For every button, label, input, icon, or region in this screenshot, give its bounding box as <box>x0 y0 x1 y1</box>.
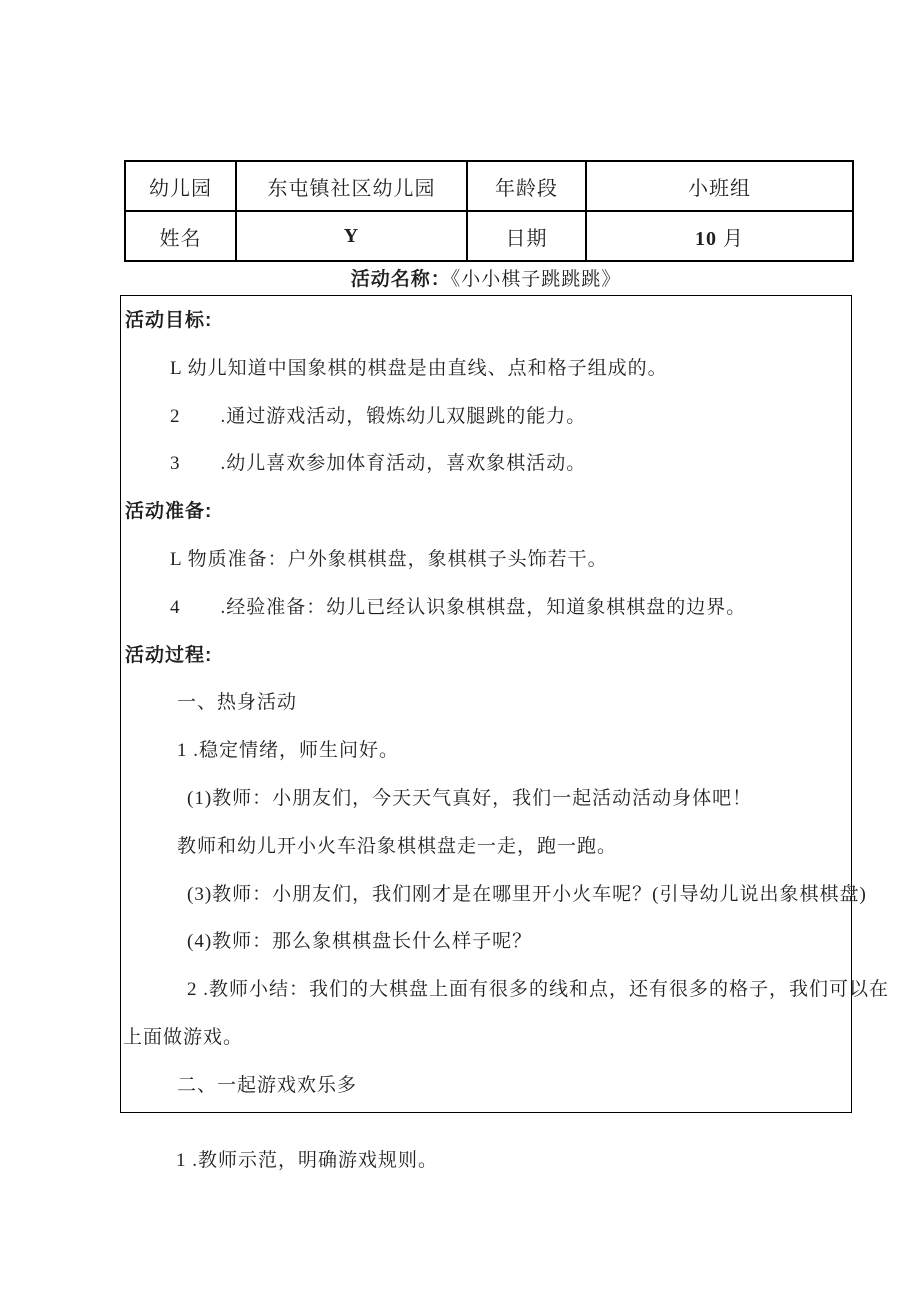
age-group-label-cell: 年龄段 <box>467 161 586 211</box>
lesson-plan-content-box <box>120 295 890 1113</box>
header-table <box>124 160 854 262</box>
preparation-line: L 物质准备：户外象棋棋盘，象棋棋子头饰若干。 <box>170 548 608 570</box>
goal-line: 3 .幼儿喜欢参加体育活动，喜欢象棋活动。 <box>170 453 587 475</box>
name-label-cell: 姓名 <box>125 211 236 261</box>
goal-line: L 幼儿知道中国象棋的棋盘是由直线、点和格子组成的。 <box>170 357 668 379</box>
goal-line: 2 .通过游戏活动，锻炼幼儿双腿跳的能力。 <box>170 405 587 427</box>
process-line: 1 .稳定情绪，师生问好。 <box>177 740 400 762</box>
date-label-cell: 日期 <box>467 211 586 261</box>
process-heading: 活动过程: <box>125 644 213 666</box>
goals-heading: 活动目标: <box>125 310 213 331</box>
name-value-cell: Y <box>236 211 467 261</box>
kindergarten-label-cell: 幼儿园 <box>125 161 236 211</box>
date-month-number: 10 <box>695 227 717 250</box>
process-line: 一、热身活动 <box>177 692 298 714</box>
process-line: (4)教师：那么象棋棋盘长什么样子呢？ <box>187 931 533 953</box>
process-line: 2 .教师小结：我们的大棋盘上面有很多的线和点，还有很多的格子，我们可以在 <box>187 979 890 1001</box>
date-value-cell <box>586 211 853 261</box>
preparation-heading: 活动准备: <box>125 501 213 523</box>
activity-title <box>120 265 852 295</box>
process-line: 二、一起游戏欢乐多 <box>177 1074 358 1096</box>
table-row <box>125 161 853 211</box>
activity-title-value: 《小小棋子跳跳跳》 <box>450 269 622 290</box>
activity-title-label: 活动名称： <box>350 269 451 290</box>
process-line: (1)教师：小朋友们，今天天气真好，我们一起活动活动身体吧！ <box>187 787 753 809</box>
kindergarten-value-cell: 东屯镇社区幼儿园 <box>236 161 467 211</box>
preparation-line: 4 .经验准备：幼儿已经认识象棋棋盘，知道象棋棋盘的边界。 <box>170 596 747 618</box>
process-line-outside-box: 1 .教师示范，明确游戏规则。 <box>176 1150 439 1171</box>
process-line: 教师和幼儿开小火车沿象棋棋盘走一走，跑一跑。 <box>177 835 618 857</box>
table-row <box>125 211 853 261</box>
process-line: (3)教师：小朋友们，我们刚才是在哪里开小火车呢？(引导幼儿说出象棋棋盘) <box>187 883 867 905</box>
process-line: 上面做游戏。 <box>123 1026 244 1048</box>
date-month-unit: 月 <box>723 227 744 250</box>
age-group-value-cell: 小班组 <box>586 161 853 211</box>
